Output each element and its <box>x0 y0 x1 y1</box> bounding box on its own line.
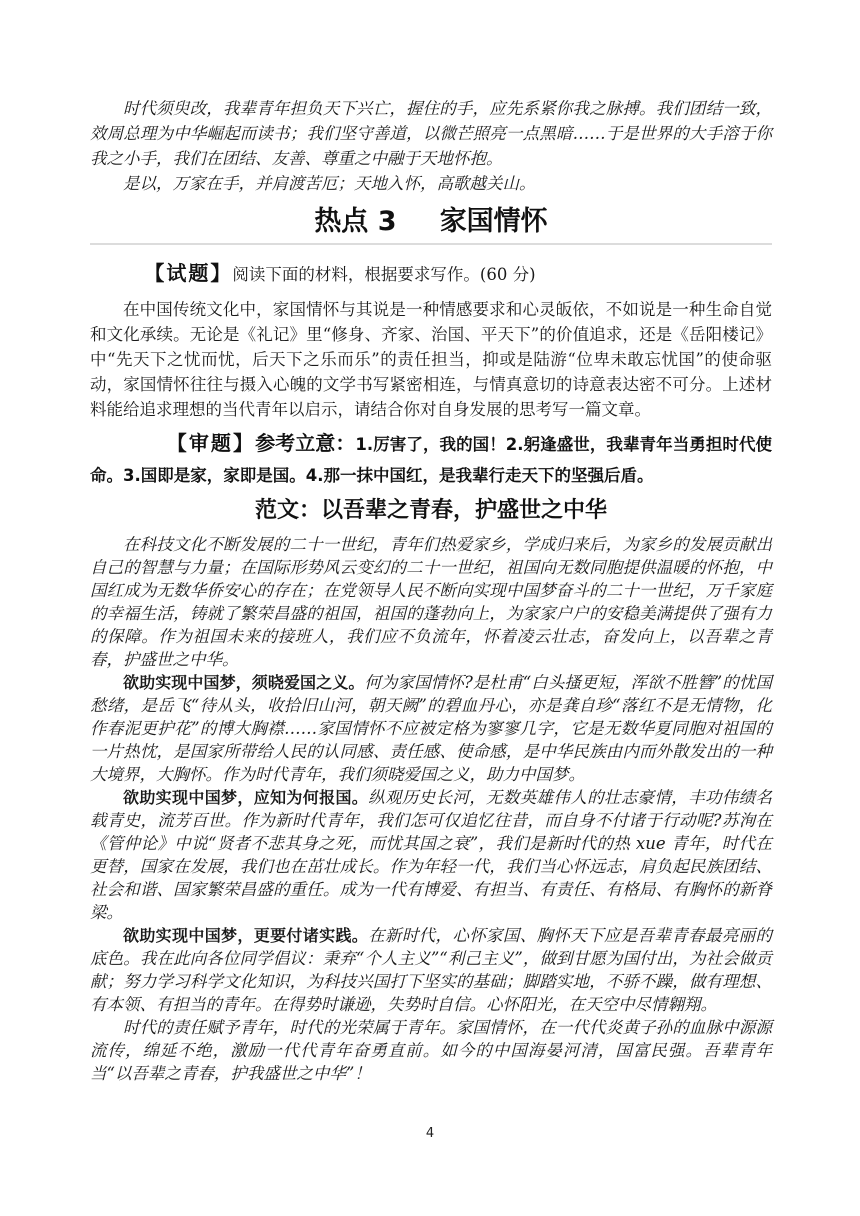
intro-paragraph-1: 时代须臾改，我辈青年担负天下兴亡，握住的手，应先系紧你我之脉搏。我们团结一致，效周总理为中华崛起而读书；我们坚守善道，以微芒照亮一点黑暗……于是世界的大手溶于你我之小手，我们在团结、友善、尊重之中融于天地怀抱。 <box>90 99 772 168</box>
topic-heading-title: 家国情怀 <box>439 206 548 237</box>
essay-paragraph-text: 时代的责任赋予青年，时代的光荣属于青年。家国情怀，在一代代炎黄子孙的血脉中源源流传，绵延不绝，激励一代代青年奋勇直前。如今的中国海晏河清，国富民强。吾辈青年当“以吾辈之青春，护我盛世之中华”！ <box>90 1018 772 1083</box>
analysis-paragraph <box>90 428 772 491</box>
topic-heading <box>90 204 772 240</box>
analysis-points: 1.厉害了，我的国！2.躬逢盛世，我辈青年当勇担时代使命。3.国即是家，家即是国。4.那一抹中国红，是我辈行走天下的坚强后盾。 <box>90 435 773 485</box>
essay-paragraph <box>90 533 772 671</box>
page-number: 4 <box>425 1126 435 1141</box>
essay-paragraph-lead: 欲助实现中国梦，更要付诸实践。 <box>123 926 369 945</box>
essay-title: 范文：以吾辈之青春，护盛世之中华 <box>254 498 607 523</box>
essay-paragraph <box>90 1016 772 1085</box>
essay-paragraph-text: 纵观历史长河，无数英雄伟人的壮志豪情，丰功伟绩名载青史，流芳百世。作为新时代青年，我们怎可仅追忆往昔，而自身不付诸于行动呢?苏洵在《管仲论》中说“贤者不悲其身之死，而忧其国之衰”，我们是新时代的热 xue 青年，时代在更替，国家在发展，我们也在茁壮成长。作为年轻一代，我们当心怀远志，肩负起民族团结、社会和谐、国家繁荣昌盛的重任。成为一代有博爱、有担当、有责任、有格局、有胸怀的新脊梁。 <box>90 788 772 922</box>
essay-paragraph <box>90 786 772 924</box>
heading-divider <box>90 243 772 245</box>
essay-paragraph <box>90 924 772 1016</box>
essay-paragraph-text: 在新时代，心怀家国、胸怀天下应是吾辈青春最亮丽的底色。我在此向各位同学倡议：秉弃“个人主义”“利己主义”，做到甘愿为国付出，为社会做贡献；努力学习科学文化知识，为科技兴国打下坚实的基础；脚踏实地，不骄不躁，做有理想、有本领、有担当的青年。在得势时谦逊，失势时自信。心怀阳光，在天空中尽情翱翔。 <box>90 926 772 1014</box>
intro-paragraph-2: 是以，万家在手，并肩渡苦厄；天地入怀，高歌越关山。 <box>123 174 536 193</box>
essay-paragraph-lead: 欲助实现中国梦，须晓爱国之义。 <box>123 673 365 692</box>
essay-paragraph-text: 何为家国情怀?是杜甫“白头搔更短，浑欲不胜簪”的忧国愁绪，是岳飞“待从头，收拾旧山河，朝天阙”的碧血丹心，亦是龚自珍“落红不是无情物，化作春泥更护花”的博大胸襟……家国情怀不应被定格为寥寥几字，它是无数华夏同胞对祖国的一片热忱，是国家所带给人民的认同感、责任感、使命感，是中华民族由内而外散发出的一种大境界，大胸怀。作为时代青年，我们须晓爱国之义，助力中国梦。 <box>90 673 772 784</box>
topic-heading-label: 热点 3 <box>314 206 397 237</box>
question-line <box>90 258 772 290</box>
question-bracket-label: 【试题】 <box>144 261 233 285</box>
essay-paragraph-text: 在科技文化不断发展的二十一世纪，青年们热爱家乡，学成归来后，为家乡的发展贡献出自己的智慧与力量；在国际形势风云变幻的二十一世纪，祖国向无数同胞提供温暖的怀抱，中国红成为无数华侨安心的存在；在党领导人民不断向实现中国梦奋斗的二十一世纪，万千家庭的幸福生活，铸就了繁荣昌盛的祖国，祖国的蓬勃向上，为家家户户的安稳美满提供了强有力的保障。作为祖国未来的接班人，我们应不负流年，怀着凌云壮志，奋发向上，以吾辈之青春，护盛世之中华。 <box>90 535 772 669</box>
essay-paragraph <box>90 671 772 786</box>
essay-paragraph-lead: 欲助实现中国梦，应知为何报国。 <box>123 788 369 807</box>
question-material: 在中国传统文化中，家国情怀与其说是一种情感要求和心灵皈依，不如说是一种生命自觉和文化承续。无论是《礼记》里“修身、齐家、治国、平天下”的价值追求，还是《岳阳楼记》中“先天下之忧而忧，后天下之乐而乐”的责任担当，抑或是陆游“位卑未敢忘忧国”的使命驱动，家国情怀往往与摄入心魄的文学书写紧密相连，与情真意切的诗意表达密不可分。上述材料能给追求理想的当代青年以启示，请结合你对自身发展的思考写一篇文章。 <box>90 300 772 419</box>
page-footer <box>0 1126 860 1141</box>
analysis-lead: 参考立意： <box>255 431 356 455</box>
question-instruction: 阅读下面的材料，根据要求写作。(60 分) <box>232 265 536 284</box>
analysis-bracket-label: 【审题】 <box>166 431 256 455</box>
